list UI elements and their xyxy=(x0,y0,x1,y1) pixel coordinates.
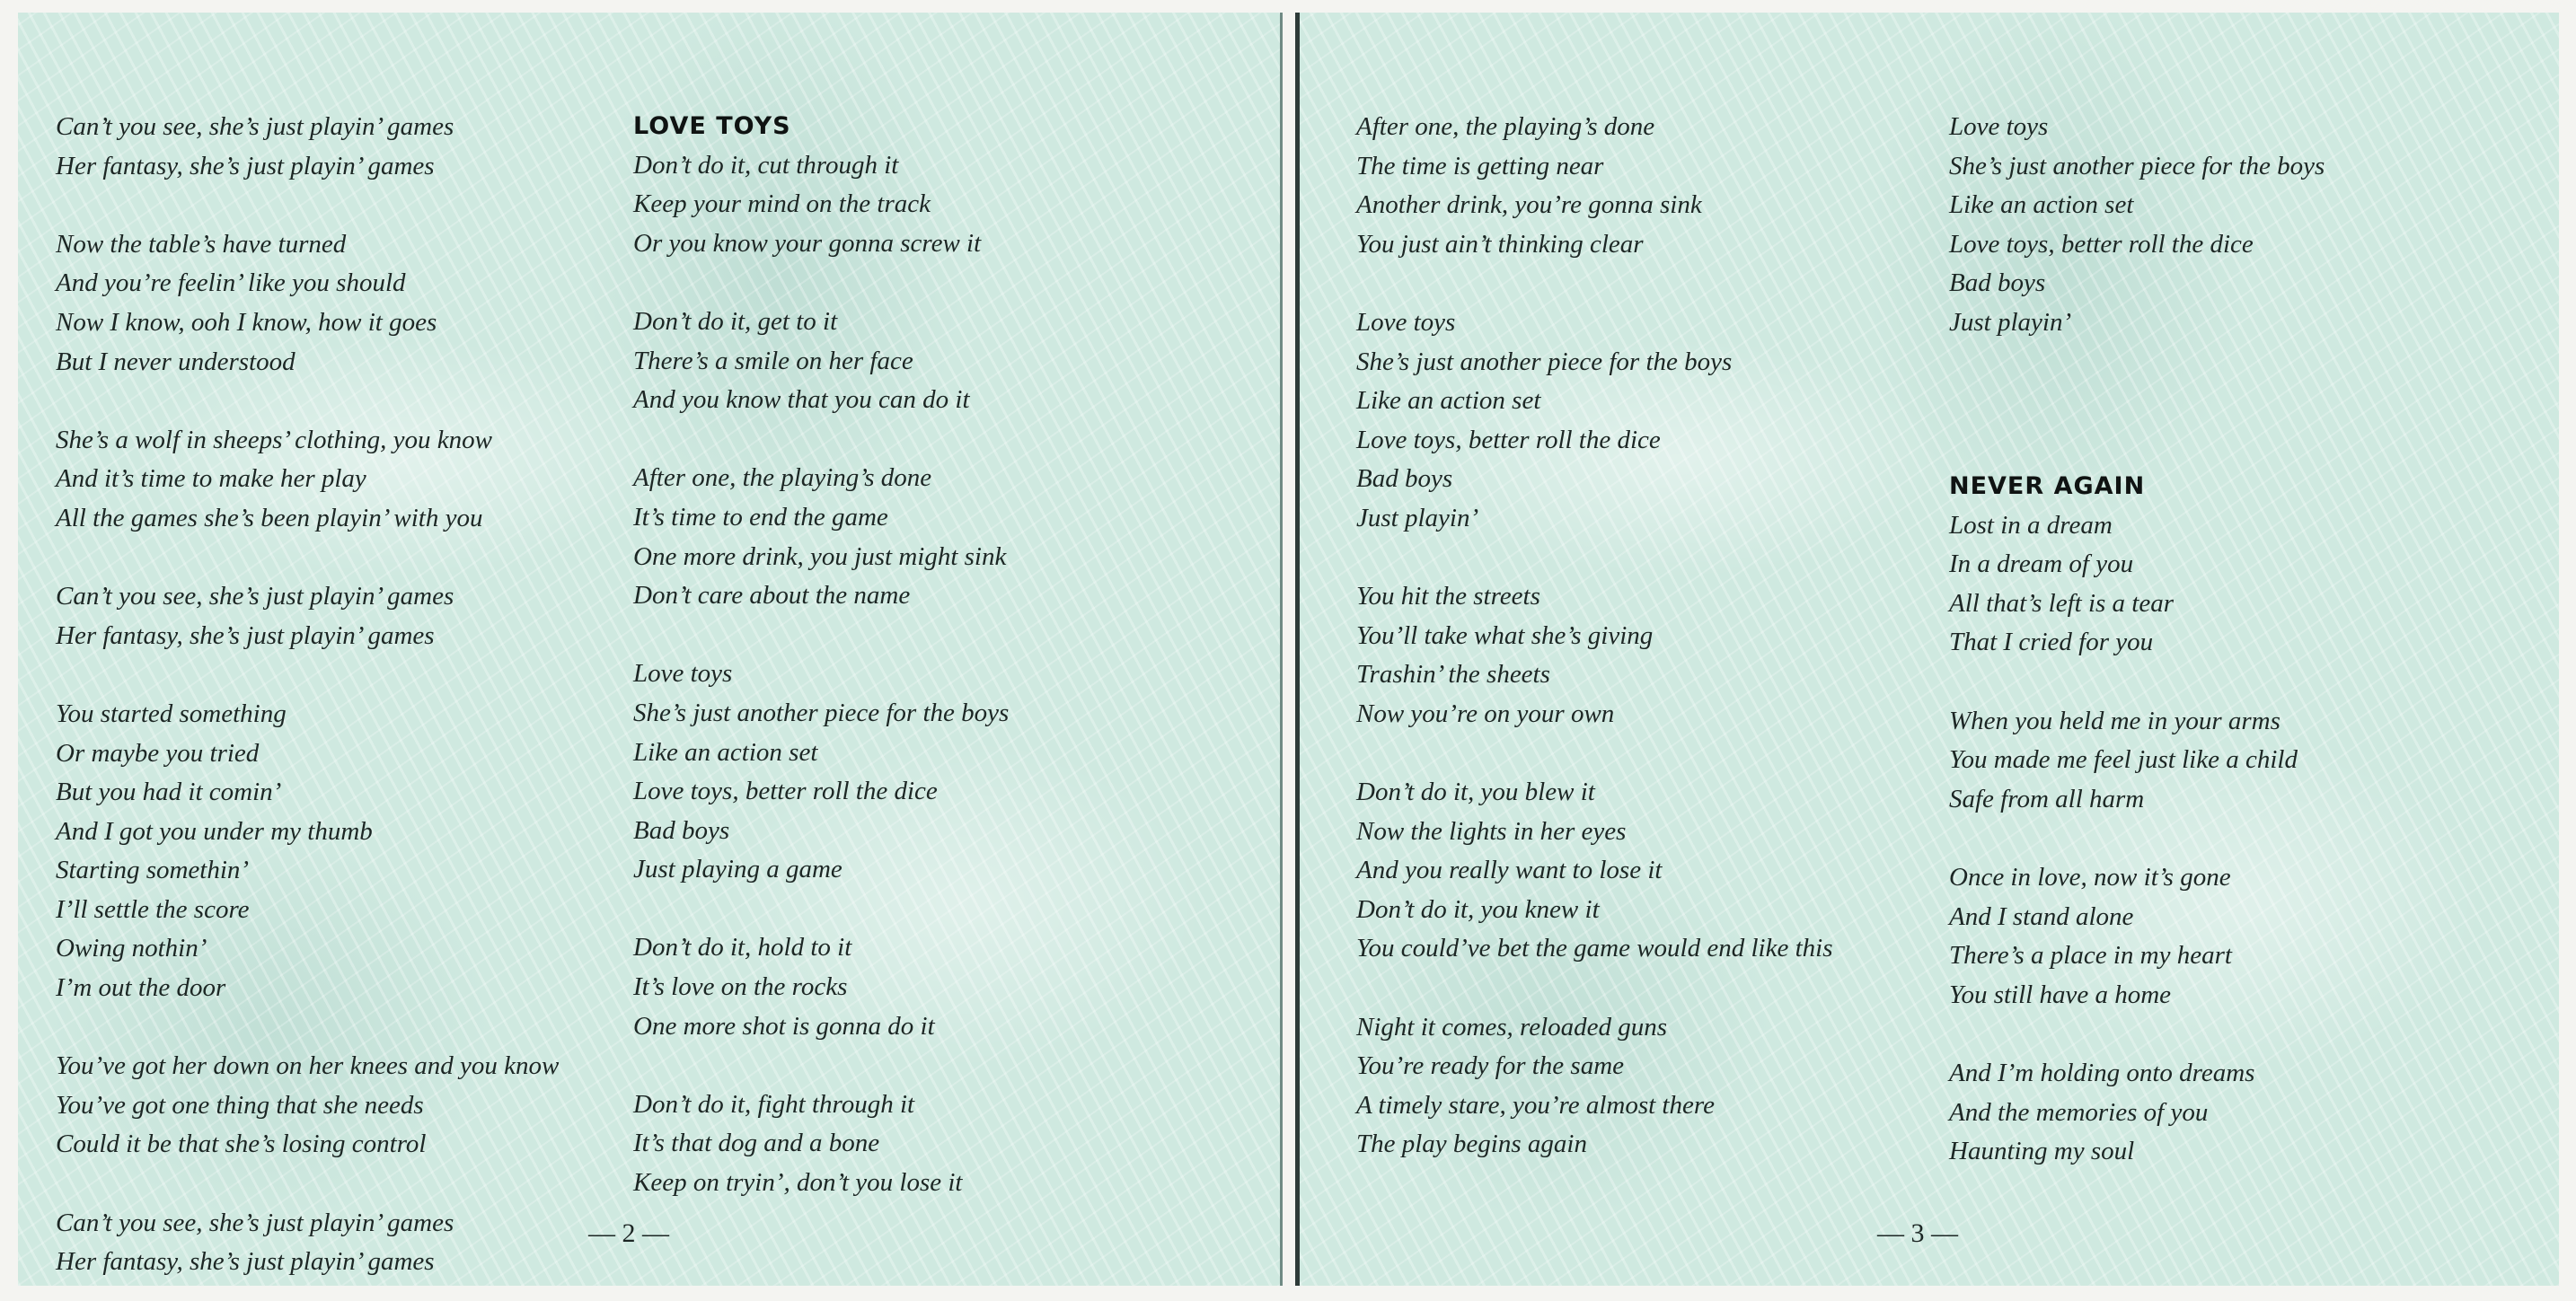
lyric-line: Safe from all harm xyxy=(1949,784,2145,813)
lyric-line: Owing nothin’ xyxy=(56,934,207,963)
lyric-line: Don’t do it, you blew it xyxy=(1356,778,1595,807)
lyric-line: Once in love, now it’s gone xyxy=(1949,862,2231,892)
lyric-line xyxy=(56,655,559,695)
lyric-line: Bad boys xyxy=(1949,268,2046,298)
lyric-line xyxy=(56,1008,559,1048)
lyric-line: And the memories of you xyxy=(1949,1097,2209,1127)
lyric-line: Lost in a dream xyxy=(1949,510,2113,540)
lyric-line: You made me feel just like a child xyxy=(1949,745,2298,775)
lyric-line xyxy=(56,186,559,225)
lyric-line: It’s love on the rocks xyxy=(633,972,848,1002)
lyric-line: Her fantasy, she’s just playin’ games xyxy=(56,151,435,180)
lyric-line: The play begins again xyxy=(1356,1130,1587,1159)
love-toys-lyrics xyxy=(633,146,1009,1203)
lyric-line: Now the table’s have turned xyxy=(56,229,347,259)
lyric-line: Just playin’ xyxy=(1356,503,1479,532)
lyric-line xyxy=(633,616,1009,655)
lyric-line: It’s time to end the game xyxy=(633,502,888,532)
lyric-line xyxy=(1356,539,1833,578)
lyric-line: And you know that you can do it xyxy=(633,385,970,415)
lyric-line: She’s a wolf in sheeps’ clothing, you know xyxy=(56,425,492,454)
lyric-line: And you really want to lose it xyxy=(1356,856,1663,885)
lyric-line: Could it be that she’s losing control xyxy=(56,1130,427,1159)
right-lyrics-column xyxy=(1356,108,1833,1165)
lyric-line: Now I know, ooh I know, how it goes xyxy=(56,307,437,337)
lyric-line: Can’t you see, she’s just playin’ games xyxy=(56,582,454,611)
lyric-line: Don’t do it, get to it xyxy=(633,306,838,336)
left-lyrics-column xyxy=(56,108,559,1282)
lyric-line xyxy=(1949,819,2298,858)
love-toys-chorus-column xyxy=(1949,108,2325,343)
lyric-line: Starting somethin’ xyxy=(56,856,250,885)
lyric-line: After one, the playing’s done xyxy=(633,463,932,493)
lyric-line: All that’s left is a tear xyxy=(1949,588,2174,618)
song-title-love-toys: LOVE TOYS xyxy=(633,112,791,140)
lyric-line: Don’t do it, fight through it xyxy=(633,1089,915,1119)
lyric-line: And I got you under my thumb xyxy=(56,816,373,846)
lyric-line: You started something xyxy=(56,699,287,728)
lyric-line: When you held me in your arms xyxy=(1949,706,2280,735)
lyric-line: Like an action set xyxy=(1356,386,1541,416)
lyric-line: Keep on tryin’, don’t you lose it xyxy=(633,1168,963,1198)
lyric-line: Just playing a game xyxy=(633,855,842,884)
never-again-column xyxy=(1949,467,2298,1172)
lyric-line: Her fantasy, she’s just playin’ games xyxy=(56,1247,435,1277)
lyric-line: One more drink, you just might sink xyxy=(633,541,1007,571)
lyric-line: She’s just another piece for the boys xyxy=(1356,347,1733,376)
lyric-line xyxy=(1356,734,1833,774)
lyric-line: Don’t care about the name xyxy=(633,581,911,611)
lyric-line: There’s a place in my heart xyxy=(1949,941,2232,971)
lyric-line: She’s just another piece for the boys xyxy=(633,698,1010,727)
lyric-line: Don’t do it, cut through it xyxy=(633,150,899,180)
lyric-line: One more shot is gonna do it xyxy=(633,1011,935,1041)
lyric-line: Love toys xyxy=(633,659,733,689)
lyric-line: You just ain’t thinking clear xyxy=(1356,229,1644,259)
lyric-line xyxy=(633,420,1009,460)
lyric-line: Keep your mind on the track xyxy=(633,189,931,219)
lyric-line: You hit the streets xyxy=(1356,582,1540,611)
lyric-line: Love toys, better roll the dice xyxy=(1356,425,1661,454)
lyric-line: In a dream of you xyxy=(1949,549,2134,579)
lyric-line: Night it comes, reloaded guns xyxy=(1356,1012,1668,1042)
never-again-lyrics xyxy=(1949,506,2298,1172)
lyric-line: But you had it comin’ xyxy=(56,778,282,807)
lyric-line: And I stand alone xyxy=(1949,901,2134,931)
lyric-line: Trashin’ the sheets xyxy=(1356,660,1550,690)
song-title-never-again: NEVER AGAIN xyxy=(1949,472,2146,500)
lyric-line: The time is getting near xyxy=(1356,151,1604,180)
lyric-line: That I cried for you xyxy=(1949,628,2154,657)
lyric-line xyxy=(633,1046,1009,1086)
lyric-line xyxy=(1356,264,1833,303)
lyric-line: I’m out the door xyxy=(56,973,226,1003)
lyric-line xyxy=(56,539,559,578)
lyric-line: Haunting my soul xyxy=(1949,1137,2135,1166)
lyric-line: Just playin’ xyxy=(1949,307,2072,337)
lyric-line: Now you’re on your own xyxy=(1356,699,1615,728)
lyric-line xyxy=(633,263,1009,303)
lyric-line: You’ve got her down on her knees and you know xyxy=(56,1051,560,1081)
lyric-line: You’re ready for the same xyxy=(1356,1051,1625,1081)
lyric-line: There’s a smile on her face xyxy=(633,346,913,375)
lyric-line: I’ll settle the score xyxy=(56,894,250,924)
lyric-line: A timely stare, you’re almost there xyxy=(1356,1090,1715,1120)
lyric-line: Love toys xyxy=(1949,112,2049,141)
lyric-line: Now the lights in her eyes xyxy=(1356,816,1627,846)
lyric-line: Her fantasy, she’s just playin’ games xyxy=(56,620,435,650)
lyric-line: Don’t do it, hold to it xyxy=(633,933,852,963)
lyric-line: And you’re feelin’ like you should xyxy=(56,268,406,298)
lyric-line: Or you know your gonna screw it xyxy=(633,228,982,258)
page-number-left: — 2 — xyxy=(588,1218,669,1248)
lyric-line: Bad boys xyxy=(1356,464,1453,494)
lyric-line: Another drink, you’re gonna sink xyxy=(1356,190,1702,220)
lyric-line xyxy=(633,890,1009,929)
lyric-line: Love toys, better roll the dice xyxy=(1949,229,2254,259)
lyric-line xyxy=(1949,1015,2298,1054)
lyric-line: Love toys, better roll the dice xyxy=(633,777,938,806)
love-toys-column xyxy=(633,107,1009,1203)
lyric-line: Bad boys xyxy=(633,815,730,845)
lyric-line: All the games she’s been playin’ with you xyxy=(56,503,483,532)
lyric-line xyxy=(1949,663,2298,702)
lyric-line: It’s that dog and a bone xyxy=(633,1129,880,1158)
lyric-line: You’ve got one thing that she needs xyxy=(56,1090,424,1120)
lyric-line: She’s just another piece for the boys xyxy=(1949,151,2325,180)
lyric-line: You could’ve bet the game would end like this xyxy=(1356,934,1833,963)
lyric-line: You’ll take what she’s giving xyxy=(1356,620,1654,650)
lyric-line: And it’s time to make her play xyxy=(56,464,366,494)
lyric-line xyxy=(1356,969,1833,1008)
lyric-line: Don’t do it, you knew it xyxy=(1356,894,1600,924)
lyric-line: Can’t you see, she’s just playin’ games xyxy=(56,112,454,141)
lyric-line xyxy=(56,382,559,421)
lyric-line: Can’t you see, she’s just playin’ games xyxy=(56,1208,454,1237)
lyric-line: After one, the playing’s done xyxy=(1356,112,1655,141)
lyric-line xyxy=(56,1165,559,1204)
lyric-line: Or maybe you tried xyxy=(56,738,260,768)
lyric-line: But I never understood xyxy=(56,347,296,376)
lyric-line: Love toys xyxy=(1356,307,1456,337)
page-number-right: — 3 — xyxy=(1877,1218,1958,1248)
lyric-line: Like an action set xyxy=(1949,190,2134,220)
lyric-line: And I’m holding onto dreams xyxy=(1949,1058,2255,1087)
lyric-line: You still have a home xyxy=(1949,980,2172,1009)
lyric-line: Like an action set xyxy=(633,737,818,767)
